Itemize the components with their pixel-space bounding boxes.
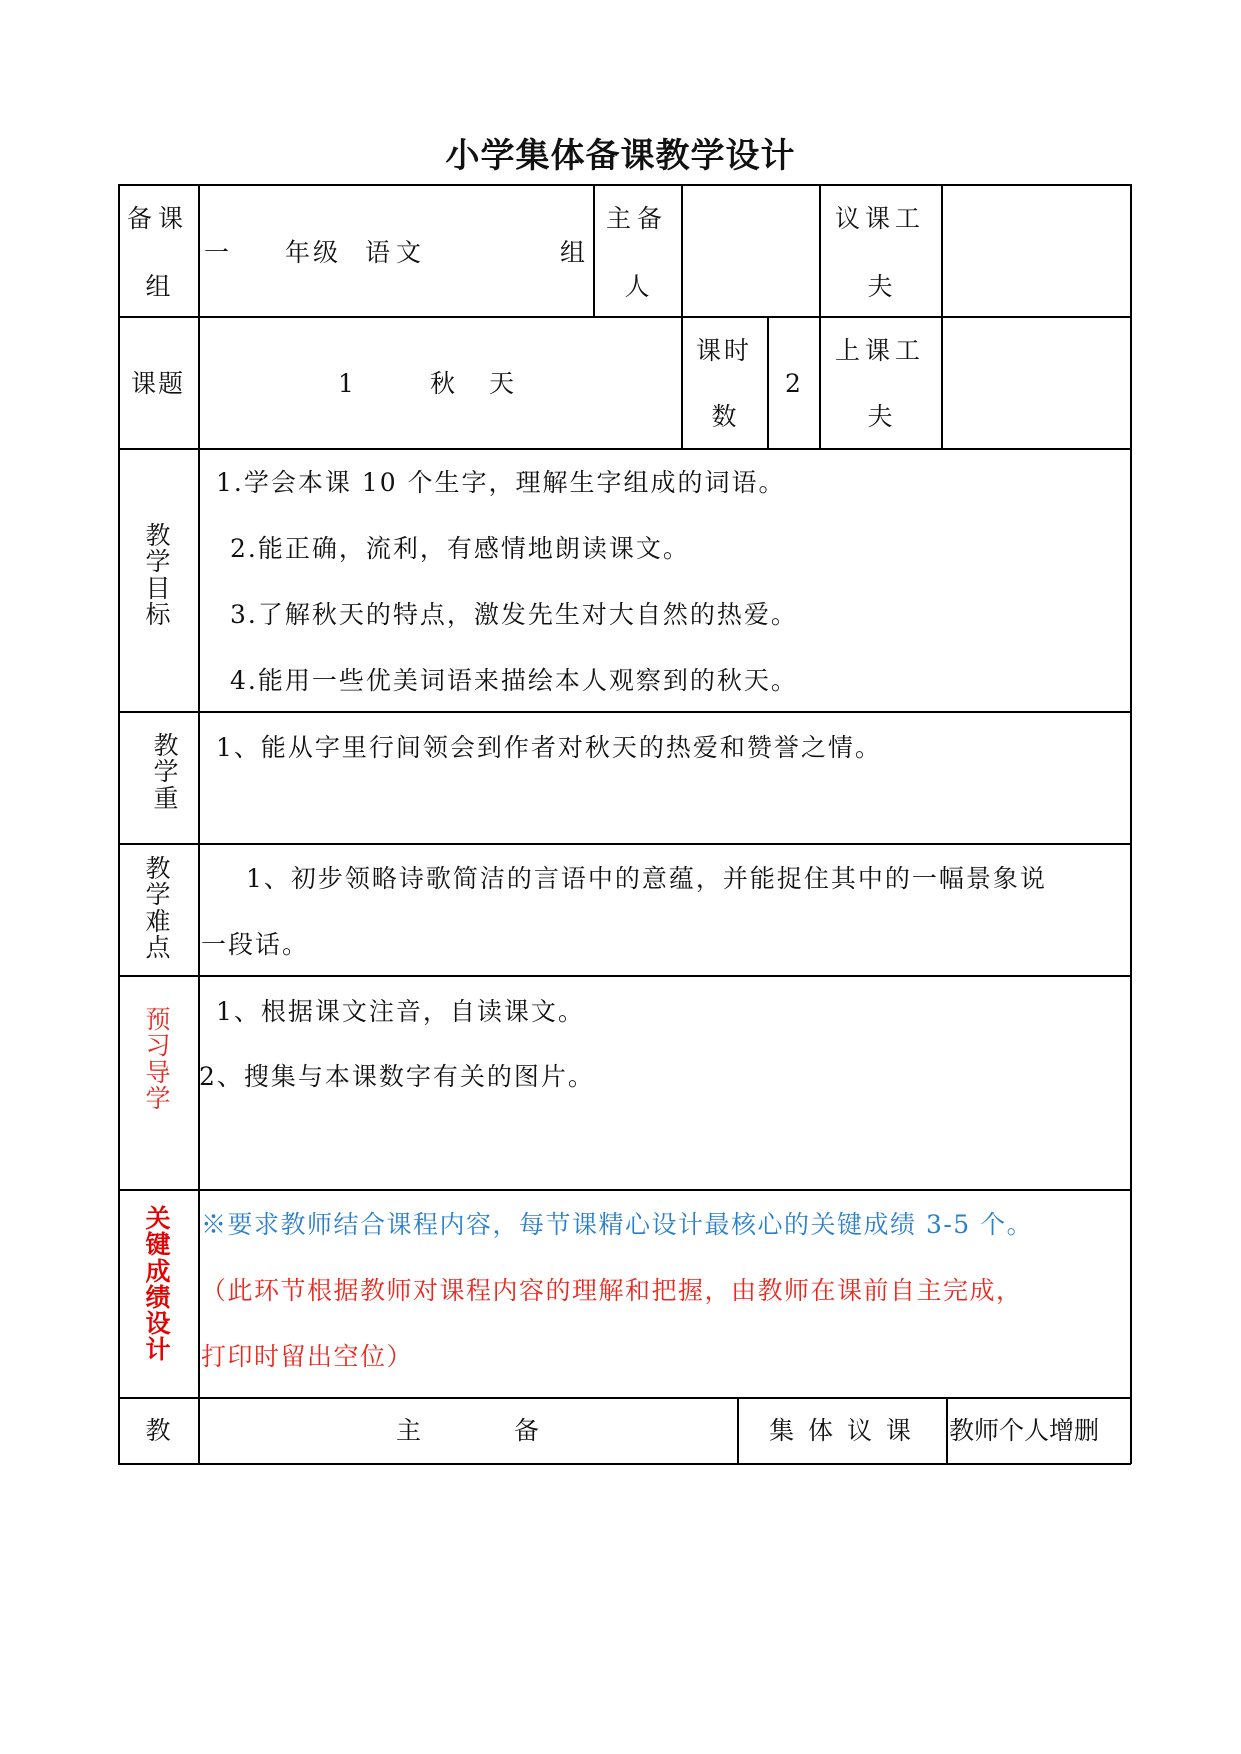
difficulty-line: 1、初步领略诗歌简洁的言语中的意蕴，并能捉住其中的一幅景象说 bbox=[246, 864, 1047, 893]
page-title: 小学集体备课教学设计 bbox=[445, 136, 796, 176]
group-label-bottom: 组 bbox=[145, 272, 171, 301]
topic-label: 课题 bbox=[130, 369, 185, 398]
difficulty-label: 教学难点 bbox=[145, 854, 171, 962]
topic-title-a: 秋 bbox=[430, 369, 456, 398]
grade-value: 一 bbox=[204, 238, 230, 267]
key-line: （此环节根据教师对课程内容的理解和把握，由教师在课前自主完成， bbox=[201, 1276, 1023, 1305]
topic-number: 1 bbox=[338, 369, 354, 398]
focus-text: 1、能从字里行间领会到作者对秋天的热爱和赞誉之情。 bbox=[216, 733, 882, 762]
col-personal: 教师个人增删 bbox=[949, 1416, 1100, 1445]
difficulty-line: 一段话。 bbox=[201, 930, 310, 959]
lead-label-bottom: 人 bbox=[624, 272, 650, 301]
class-label-top: 上课工 bbox=[834, 336, 925, 365]
group-suffix: 组 bbox=[560, 238, 586, 267]
preview-label: 预习导学 bbox=[145, 1005, 171, 1113]
bottom-label: 教 bbox=[145, 1416, 171, 1445]
lead-label-top: 主备 bbox=[605, 204, 668, 233]
col-main-a: 主 bbox=[396, 1416, 422, 1445]
goal-item: 3.了解秋天的特点，激发先生对大自然的热爱。 bbox=[230, 600, 798, 629]
goals-label: 教学目标 bbox=[145, 521, 171, 629]
focus-label: 教学重 bbox=[153, 731, 179, 813]
goal-item: 1.学会本课 10 个生字，理解生字组成的词语。 bbox=[216, 468, 786, 497]
subject-value: 语文 bbox=[365, 238, 428, 267]
class-label-bottom: 夫 bbox=[867, 402, 893, 431]
col-collective: 集 体 议 课 bbox=[769, 1416, 914, 1445]
group-label-top: 备课 bbox=[126, 204, 189, 233]
goal-item: 4.能用一些优美词语来描绘本人观察到的秋天。 bbox=[230, 666, 798, 695]
grade-unit: 年级 bbox=[285, 238, 342, 267]
discuss-label-bottom: 夫 bbox=[867, 272, 893, 301]
key-label: 关键成绩设计 bbox=[145, 1204, 171, 1365]
key-line: 打印时留出空位） bbox=[201, 1342, 414, 1371]
topic-title-b: 天 bbox=[489, 369, 515, 398]
discuss-label-top: 议课工 bbox=[834, 204, 925, 233]
hours-label-bottom: 数 bbox=[711, 402, 737, 431]
hours-label-top: 课时 bbox=[695, 336, 752, 365]
key-line: ※要求教师结合课程内容，每节课精心设计最核心的关键成绩 3-5 个。 bbox=[201, 1210, 1034, 1239]
preview-item: 1、根据课文注音，自读课文。 bbox=[216, 997, 585, 1026]
preview-item: 2、搜集与本课数字有关的图片。 bbox=[199, 1062, 595, 1091]
hours-value: 2 bbox=[785, 369, 801, 398]
goal-item: 2.能正确，流利，有感情地朗读课文。 bbox=[230, 534, 690, 563]
col-main-b: 备 bbox=[514, 1416, 540, 1445]
